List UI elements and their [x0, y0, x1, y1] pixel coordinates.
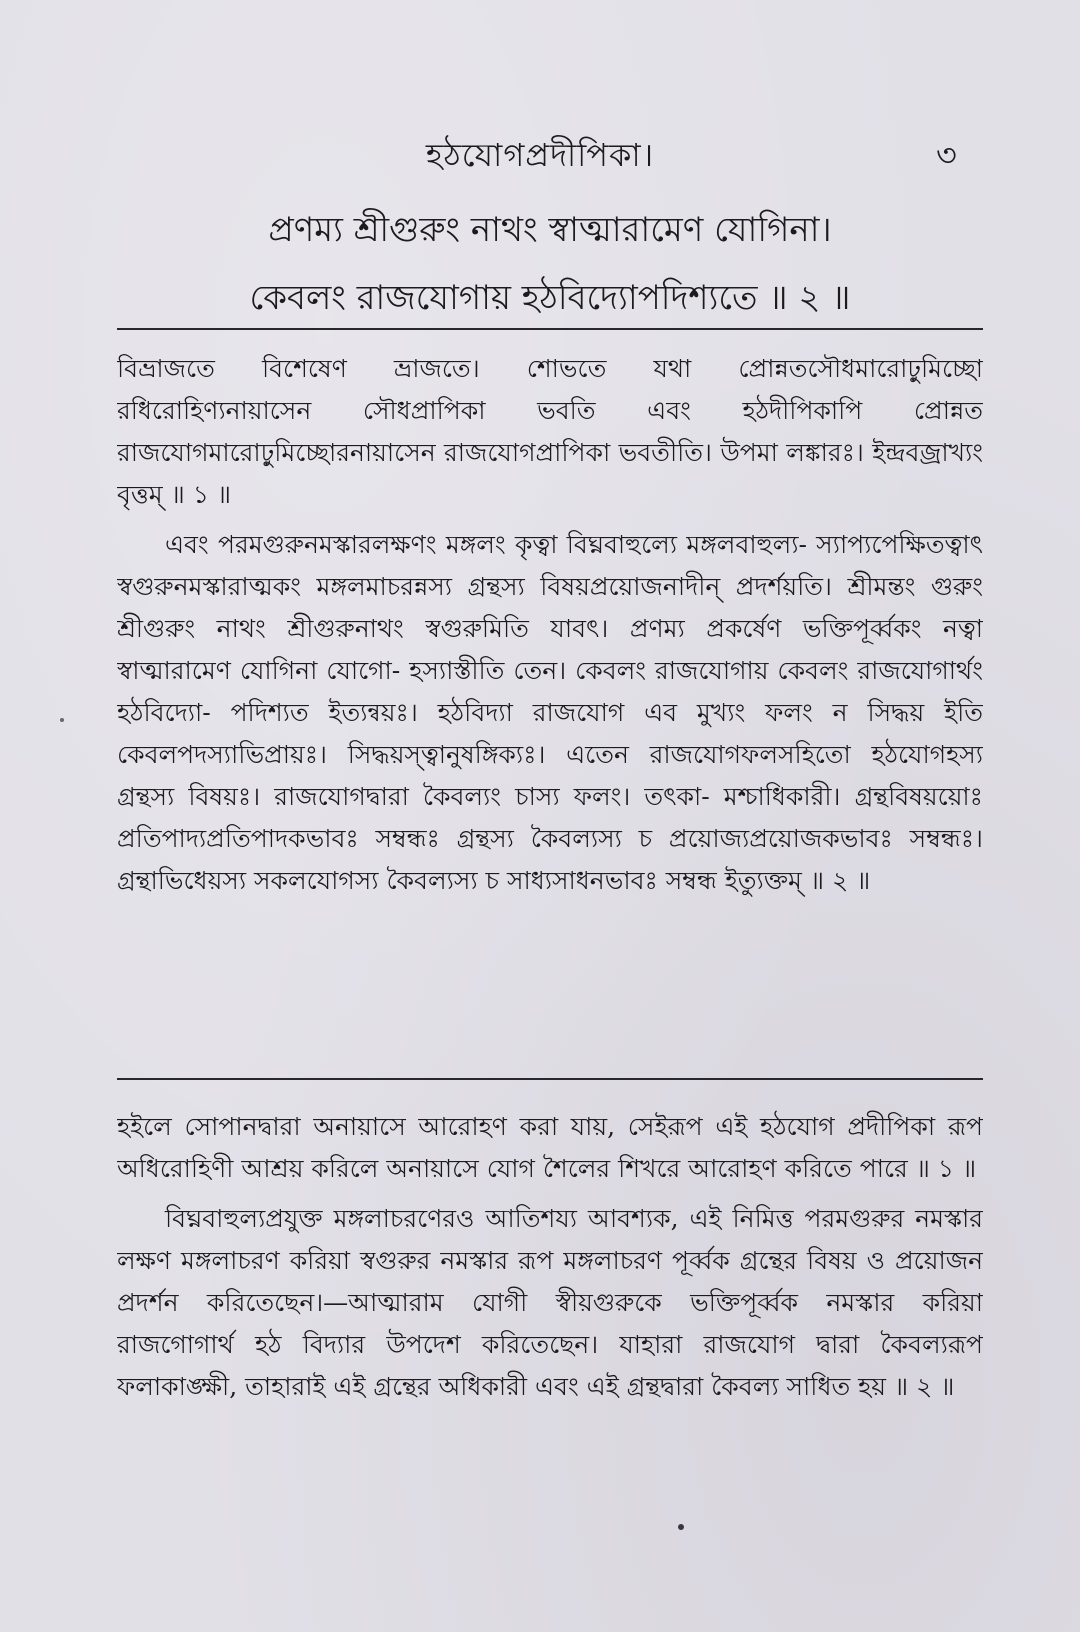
divider-rule-top: [117, 328, 983, 330]
page-number: ৩: [936, 136, 957, 174]
sanskrit-commentary-paragraph-1: বিভ্রাজতে বিশেষেণ ভ্রাজতে। শোভতে যথা প্রোন্নতসৌধমারোঢ়ুমিচ্ছো রধিরোহিণ্যনায়াসেন সৌধপ্রাপিকা ভবতি এবং হঠদীপিকাপি প্রোন্নত রাজযোগমারোঢ়ুমিচ্ছোরনায়াসেন রাজযোগপ্রাপিকা ভবতীতি। উপমা লঙ্কারঃ। ইন্দ্রবজ্রাখ্যং বৃত্তম্ ॥ ১ ॥: [117, 354, 983, 509]
sanskrit-commentary-paragraph-2: এবং পরমগুরুনমস্কারলক্ষণং মঙ্গলং কৃত্বা বিঘ্নবাহুল্যে মঙ্গলবাহুল্য- স্যাপ্যপেক্ষিতত্বাৎ স্বগুরুনমস্কারাত্মকং মঙ্গলমাচরন্নস্য গ্রন্থস্য বিষয়প্রয়োজনাদীন্ প্রদর্শয়তি। শ্রীমন্তং গুরুং শ্রীগুরুং নাথং শ্রীগুরুনাথং স্বগুরুমিতি যাবৎ। প্রণম্য প্রকর্ষেণ ভক্তিপূর্ব্বকং নত্বা স্বাত্মারামেণ যোগিনা যোগো- হস্যাস্তীতি তেন। কেবলং রাজযোগায় কেবলং রাজযোগার্থং হঠবিদ্যো- পদিশ্যত ইত্যন্বয়ঃ। হঠবিদ্যা রাজযোগ এব মুখ্যং ফলং ন সিদ্ধয় ইতি কেবলপদস্যাভিপ্রায়ঃ। সিদ্ধয়স্ত্বানুষঙ্গিক্যঃ। এতেন রাজযোগফলসহিতো হঠযোগহস্য গ্রন্থস্য বিষয়ঃ। রাজযোগদ্বারা কৈবল্যং চাস্য ফলং। তৎকা- মশ্চাধিকারী। গ্রন্থবিষয়য়োঃ প্রতিপাদ্যপ্রতিপাদকভাবঃ সম্বন্ধঃ গ্রন্থস্য কৈবল্যস্য চ প্রয়োজ্যপ্রয়োজকভাবঃ সম্বন্ধঃ। গ্রন্থাভিধেয়স্য সকলযোগস্য কৈবল্যস্য চ সাধ্যসাধনভাবঃ সম্বন্ধ ইত্যুক্তম্ ॥ ২ ॥: [117, 530, 983, 895]
bengali-translation: [117, 1106, 983, 1546]
verse-line-1: প্রণম্য শ্রীগুরুং নাথং স্বাত্মারামেণ যোগিনা।: [268, 210, 832, 250]
page-header: [0, 118, 1080, 178]
paper-speck: [60, 718, 64, 722]
bengali-translation-paragraph-1: হইলে সোপানদ্বারা অনায়াসে আরোহণ করা যায়, সেইরূপ এই হঠযোগ প্রদীপিকা রূপ অধিরোহিণী আশ্রয় করিলে অনায়াসে যোগ শৈলের শিখরে আরোহণ করিতে পারে ॥ ১ ॥: [117, 1112, 983, 1183]
divider-rule-bottom: [117, 1078, 983, 1080]
ink-dot: [678, 1524, 684, 1530]
bengali-translation-paragraph-2: বিঘ্নবাহুল্যপ্রযুক্ত মঙ্গলাচরণেরও আতিশয্য আবশ্যক, এই নিমিত্ত পরমগুরুর নমস্কার লক্ষণ মঙ্গলাচরণ করিয়া স্বগুরুর নমস্কার রূপ মঙ্গলাচরণ পূর্ব্বক গ্রন্থের বিষয় ও প্রয়োজন প্রদর্শন করিতেছেন।—আত্মারাম যোগী স্বীয়গুরুকে ভক্তিপূর্ব্বক নমস্কার করিয়া রাজগোগার্থ হঠ বিদ্যার উপদেশ করিতেছেন। যাহারা রাজযোগ দ্বারা কৈবল্যরূপ ফলাকাঙ্ক্ষী, তাহারাই এই গ্রন্থের অধিকারী এবং এই গ্রন্থদ্বারা কৈবল্য সাধিত হয় ॥ ২ ॥: [117, 1204, 983, 1401]
verse-block: [120, 196, 980, 332]
running-title: হঠযোগপ্রদীপিকা।: [425, 136, 655, 174]
verse-line-2: কেবলং রাজযোগায় হঠবিদ্যোপদিশ্যতে ॥ ২ ॥: [249, 278, 851, 318]
sanskrit-commentary: [117, 348, 983, 1058]
